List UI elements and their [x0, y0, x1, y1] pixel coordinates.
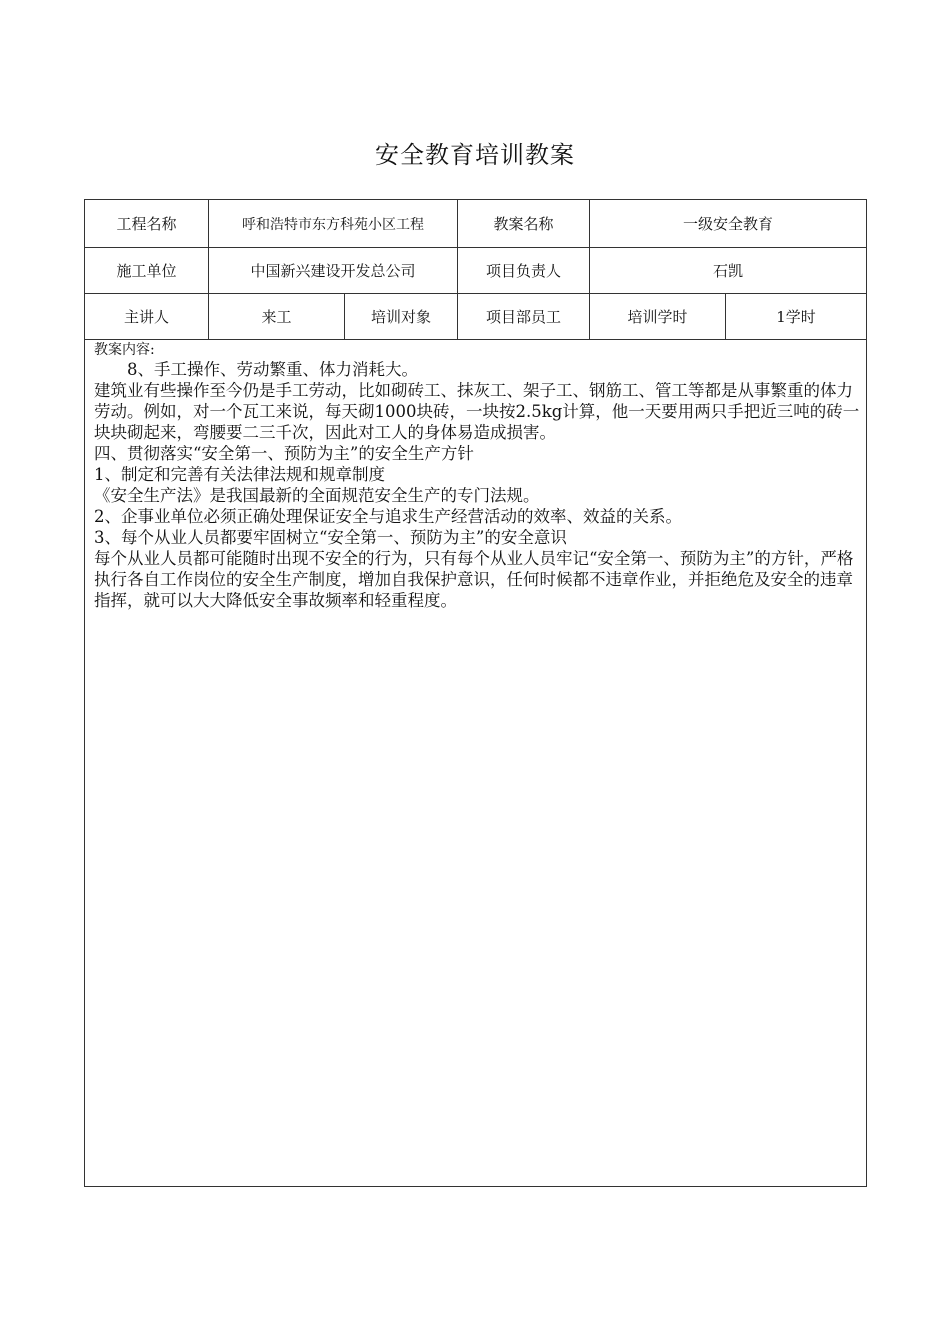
content-paragraph: 四、贯彻落实“安全第一、预防为主”的安全生产方针	[94, 444, 474, 463]
content-paragraph: 每个从业人员都可能随时出现不安全的行为，只有每个从业人员牢记“安全第一、预防为主”的方针，严格执行各自工作岗位的安全生产制度，增加自我保护意识，任何时候都不违章作业，并拒绝危及安全的违章指挥，就可以大大降低安全事故频率和轻重程度。	[94, 549, 854, 610]
content-paragraph: 1、制定和完善有关法律法规和规章制度	[94, 465, 385, 484]
training-form-table	[84, 199, 867, 1187]
content-cell	[85, 340, 867, 1187]
content-paragraph: 建筑业有些操作至今仍是手工劳动，比如砌砖工、抹灰工、架子工、钢筋工、管工等都是从事繁重的体力劳动。例如，对一个瓦工来说，每天砌1000块砖，一块按2.5kg计算，他一天要用两只手把近三吨的砖一块块砌起来，弯腰要二三千次，因此对工人的身体易造成损害。	[94, 381, 860, 442]
content-label: 教案内容:	[94, 342, 155, 358]
lecturer-value: 来工	[209, 294, 345, 340]
lecturer-label: 主讲人	[85, 294, 209, 340]
hours-value: 1学时	[726, 294, 867, 340]
table-row	[85, 248, 867, 294]
construction-unit-value: 中国新兴建设开发总公司	[209, 248, 458, 294]
project-manager-label: 项目负责人	[458, 248, 590, 294]
table-row	[85, 340, 867, 1187]
construction-unit-label: 施工单位	[85, 248, 209, 294]
trainee-value: 项目部员工	[458, 294, 590, 340]
plan-name-label: 教案名称	[458, 200, 590, 248]
content-paragraph: 8、手工操作、劳动繁重、体力消耗大。	[127, 360, 418, 379]
content-paragraph: 《安全生产法》是我国最新的全面规范安全生产的专门法规。	[94, 486, 540, 505]
trainee-label: 培训对象	[345, 294, 458, 340]
table-row	[85, 294, 867, 340]
project-name-label: 工程名称	[85, 200, 209, 248]
page-title: 安全教育培训教案	[375, 141, 575, 169]
project-manager-value: 石凯	[590, 248, 867, 294]
plan-name-value: 一级安全教育	[590, 200, 867, 248]
hours-label: 培训学时	[590, 294, 726, 340]
table-row	[85, 200, 867, 248]
content-paragraph: 2、企事业单位必须正确处理保证安全与追求生产经营活动的效率、效益的关系。	[94, 507, 682, 526]
content-paragraph: 3、每个从业人员都要牢固树立“安全第一、预防为主”的安全意识	[94, 528, 567, 547]
project-name-value: 呼和浩特市东方科苑小区工程	[209, 200, 458, 248]
